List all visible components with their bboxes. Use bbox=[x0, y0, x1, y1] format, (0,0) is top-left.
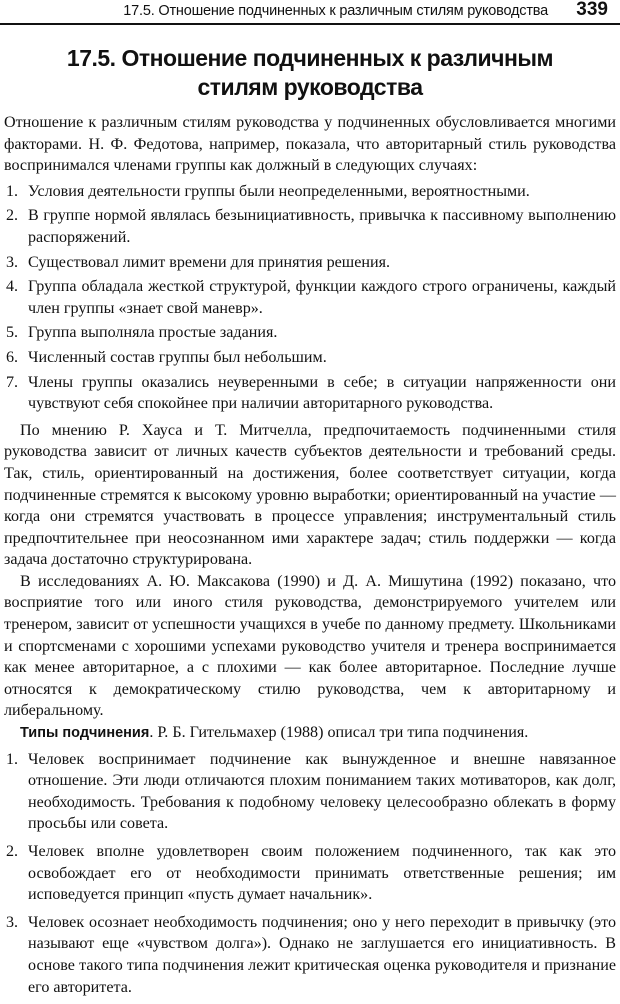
page-number: 339 bbox=[576, 0, 608, 20]
run-in-term: Типы подчинения bbox=[20, 725, 150, 742]
body-text bbox=[4, 112, 616, 1004]
section-heading-line-1: 17.5. Отношение подчиненных к различным bbox=[66, 45, 554, 71]
list-item-text: Человек воспринимает подчинение как вынужденное и внешне навязанное отношение. Эти люди отличаются плохим пониманием таких мотиваторов, как долг, необходимость. Требования к подобному человеку целесообразно облекать в форму просьбы или совета. bbox=[28, 750, 616, 833]
subordination-types-list bbox=[4, 749, 616, 999]
list-item bbox=[4, 749, 616, 835]
list-item-text: Условия деятельности группы были неопределенными, вероятностными. bbox=[28, 182, 530, 200]
list-item-number: 4. bbox=[6, 278, 19, 296]
list-item-text: Человек вполне удовлетворен своим положением подчиненного, так как это освобождает его от необходимости принимать ответственные решения; им исповедуется принцип «пусть думает начальник». bbox=[28, 843, 616, 904]
intro-paragraph: Отношение к различным стилям руководства у подчиненных обусловливается многими факторами. Н. Ф. Федотова, например, показала, что авторитарный стиль руководства воспринимался членами группы как должный в следующих случаях: bbox=[4, 114, 616, 175]
house-mitchell-paragraph: По мнению Р. Хауса и Т. Митчелла, предпочитаемость подчиненными стиля руководства зависит от личных качеств субъектов деятельности и требований среды. Так, стиль, ориентированный на достижения, более соответствует ситуации, когда подчиненные стремятся к высокому уровню выработки; ориентированный на участие — когда они стремятся участвовать в процессе управления; инструментальный стиль предпочтительнее при неосознанном ими характере задач; стиль поддержки — когда задача достаточно структурирована. bbox=[4, 421, 616, 569]
list-item-text: Существовал лимит времени для принятия решения. bbox=[28, 253, 390, 271]
list-item bbox=[4, 322, 616, 344]
conditions-list bbox=[4, 181, 616, 415]
list-item-text: Группа выполняла простые задания. bbox=[28, 324, 278, 342]
list-item-text: В группе нормой являлась безынициативность, привычка к пассивному выполнению распоряжений. bbox=[28, 207, 616, 246]
list-item-text: Численный состав группы был небольшим. bbox=[28, 348, 327, 366]
list-item-number: 6. bbox=[6, 348, 19, 366]
list-item bbox=[4, 181, 616, 203]
list-item bbox=[4, 841, 616, 906]
running-head bbox=[0, 0, 620, 26]
list-item bbox=[4, 912, 616, 998]
section-heading-line-2: стилям руководства bbox=[197, 74, 423, 100]
list-item bbox=[4, 372, 616, 415]
section-heading bbox=[10, 44, 610, 102]
run-in-text: . Р. Б. Гительмахер (1988) описал три типа подчинения. bbox=[149, 724, 529, 742]
list-item-text: Члены группы оказались неуверенными в себе; в ситуации напряженности они чувствуют себя спокойнее при наличии авторитарного руководства. bbox=[28, 373, 616, 413]
subordination-types-paragraph bbox=[4, 722, 616, 745]
list-item bbox=[4, 347, 616, 369]
list-item bbox=[4, 205, 616, 248]
list-item bbox=[4, 252, 616, 274]
list-item-text: Группа обладала жесткой структурой, функции каждого строго ограничены, каждый член группы «знает свой маневр». bbox=[28, 278, 616, 317]
list-item-number: 3. bbox=[6, 913, 19, 931]
list-item-number: 1. bbox=[6, 182, 19, 200]
list-item-number: 3. bbox=[6, 253, 19, 271]
list-item bbox=[4, 276, 616, 319]
list-item-text: Человек осознает необходимость подчинения; оно у него переходит в привычку (это называют еще «чувством долга»). Однако не заглушается его инициативность. В основе такого типа подчинения лежит критическая оценка руководителя и признание его авторитета. bbox=[28, 913, 616, 996]
list-item-number: 2. bbox=[6, 207, 19, 225]
research-paragraph: В исследованиях А. Ю. Максакова (1990) и Д. А. Мишутина (1992) показано, что восприятие того или иного стиля руководства, демонстрируемого учителем или тренером, зависит от успешности учащихся в учебе по данному предмету. Школьниками и спортсменами с хорошими успехами руководство учителя и тренера воспринимается как менее авторитарное, а с плохими — как более авторитарное. Последние лучше относятся к демократическому стилю руководства, чем к авторитарному и либеральному. bbox=[4, 572, 616, 720]
list-item-number: 5. bbox=[6, 324, 19, 342]
list-item-number: 7. bbox=[6, 373, 19, 391]
list-item-number: 1. bbox=[6, 750, 19, 768]
list-item-number: 2. bbox=[6, 843, 19, 860]
running-head-title: 17.5. Отношение подчиненных к различным стилям руководства bbox=[123, 3, 548, 19]
header-rule bbox=[0, 23, 620, 25]
